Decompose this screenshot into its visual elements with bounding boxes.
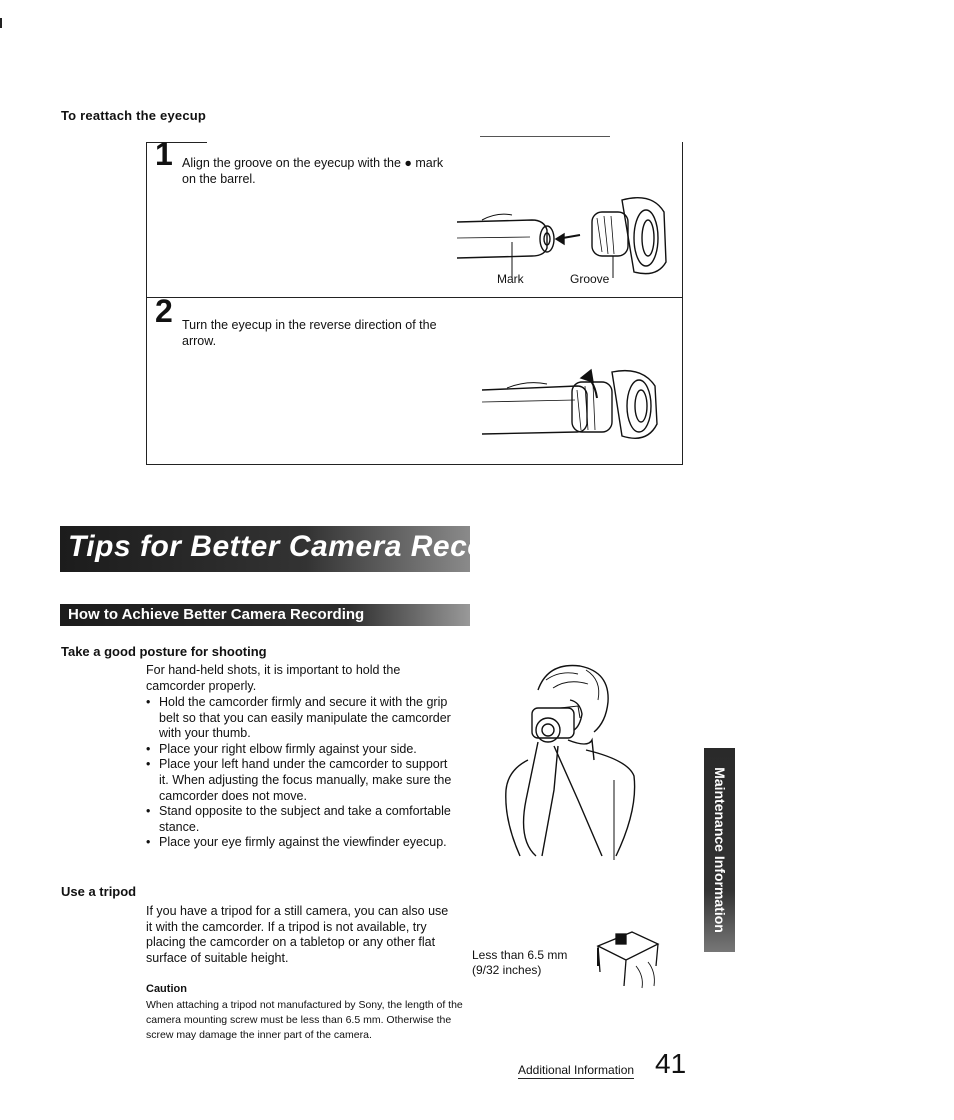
step-2-text: Turn the eyecup in the reverse direction of the arrow.: [182, 318, 437, 348]
steps-box: [146, 136, 683, 465]
sub-banner: [60, 604, 470, 626]
eyecup-align-figure: [452, 182, 672, 282]
list-item: • Hold the camcorder firmly and secure it with the grip belt so that you can easily manipulate the camcorder with your thumb.: [146, 695, 456, 742]
sub-banner-title: How to Achieve Better Camera Recording: [68, 606, 365, 623]
screw-length-inches: (9/32 inches): [472, 963, 542, 977]
box-top-line-right: [480, 136, 610, 137]
eyecup-turn-figure: [477, 364, 667, 444]
list-item: • Place your eye firmly against the viewfinder eyecup.: [146, 835, 456, 851]
tripod-screw-illustration: [592, 926, 664, 992]
sidebar-tab: [704, 748, 735, 952]
step-2-number: 2: [155, 293, 173, 329]
sidebar-tab-label: Maintenance Information: [711, 767, 728, 933]
posture-illustration: [498, 660, 648, 860]
posture-intro: For hand-held shots, it is important to hold the camcorder properly.: [146, 663, 401, 693]
tripod-heading: Use a tripod: [61, 884, 137, 899]
caution-text: When attaching a tripod not manufactured by Sony, the length of the camera mounting screw must be less than 6.5 mm. Otherwise the screw may damage the inner part of the camera.: [146, 999, 463, 1041]
mark-label: Mark: [497, 272, 524, 286]
step-divider: [147, 297, 682, 298]
screw-length-mm: Less than 6.5 mm: [472, 948, 568, 962]
posture-heading: Take a good posture for shooting: [61, 644, 267, 659]
screw-length-label: [472, 948, 567, 978]
footer-section: Additional Information: [518, 1063, 635, 1077]
section-banner-title: Tips for Better Camera Recording: [68, 530, 564, 563]
reattach-heading: To reattach the eyecup: [61, 108, 207, 123]
list-item: • Place your left hand under the camcorder to support it. When adjusting the focus manually, make sure the camcorder does not move.: [146, 757, 456, 804]
margin-mark: [0, 18, 2, 28]
list-item: • Stand opposite to the subject and take a comfortable stance.: [146, 804, 456, 835]
caution-heading: Caution: [146, 983, 187, 995]
step-1-number: 1: [155, 136, 173, 172]
list-item: • Place your right elbow firmly against your side.: [146, 742, 456, 758]
page-number: 41: [655, 1048, 687, 1079]
section-banner: [60, 526, 564, 572]
step-1-text: Align the groove on the eyecup with the ● mark on the barrel.: [182, 156, 444, 186]
groove-label: Groove: [570, 272, 610, 286]
posture-bullets: [146, 695, 456, 851]
tripod-text: If you have a tripod for a still camera, you can also use it with the camcorder. If a tripod is not available, try placing the camcorder on a tabletop or any other flat surface of suitable height.: [146, 904, 449, 965]
